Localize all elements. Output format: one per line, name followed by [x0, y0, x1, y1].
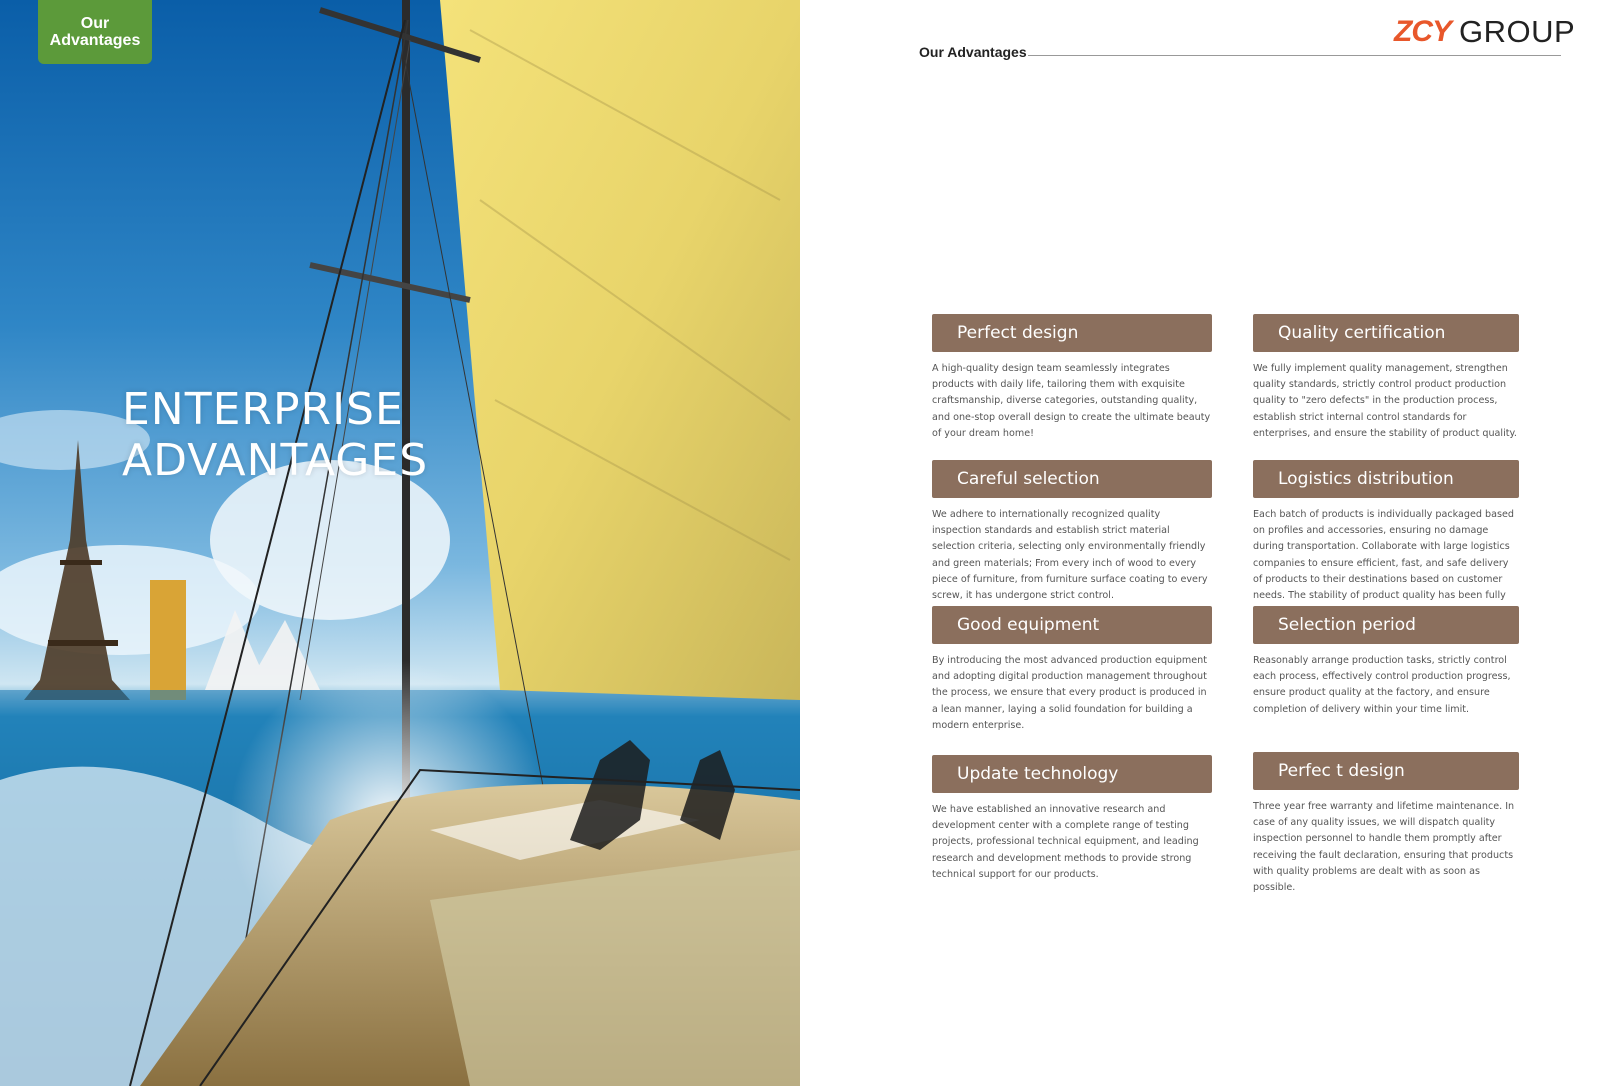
advantage-card [1253, 314, 1519, 442]
company-logo [1394, 14, 1575, 50]
hero-title: ENTERPRISE ADVANTAGES [122, 384, 429, 486]
advantage-title: Quality certification [1253, 314, 1519, 352]
advantage-text: A high-quality design team seamlessly integrates products with daily life, tailoring them with exquisite craftsmanship, diverse categories, outstanding quality, and one-stop overall design to create the ultimate beauty of your dream home! [932, 363, 1211, 439]
advantage-title: Perfec t design [1253, 752, 1519, 790]
advantage-title: Update technology [932, 755, 1212, 793]
advantage-text: By introducing the most advanced production equipment and adopting digital production management throughout the process, we ensure that every product is produced in a lean manner, laying a solid foundation for building a modern enterprise. [932, 655, 1207, 731]
advantage-text: Reasonably arrange production tasks, strictly control each process, effectively control production progress, ensure product quality at the factory, and ensure completion of delivery within your time limit. [1253, 655, 1511, 715]
section-tab-label: Our Advantages [49, 15, 141, 49]
advantage-card [932, 460, 1212, 604]
advantage-title: Selection period [1253, 606, 1519, 644]
advantage-title: Careful selection [932, 460, 1212, 498]
advantage-card [1253, 752, 1519, 896]
advantage-card [932, 314, 1212, 442]
advantage-title: Perfect design [932, 314, 1212, 352]
advantage-text: We fully implement quality management, strengthen quality standards, strictly control product production quality to "zero defects" in the production process, establish strict internal control standards for enterprises, and ensure the stability of product quality. [1253, 363, 1517, 439]
logo-wordmark: GROUP [1459, 14, 1576, 49]
advantage-card [1253, 460, 1519, 620]
section-label: Our Advantages [919, 44, 1027, 60]
advantage-title: Good equipment [932, 606, 1212, 644]
advantage-text: Each batch of products is individually packaged based on profiles and accessories, ensuring no damage during transportation. Collaborate with large logistics companies to ensure efficient, fast, and safe delivery of products to their destinations based on customer needs. The stability of product quality has been fully [1253, 509, 1514, 602]
advantage-text: Three year free warranty and lifetime maintenance. In case of any quality issues, we will dispatch quality inspection personnel to handle them promptly after receiving the fault declaration, ensuring that products with quality problems are dealt with as soon as possible. [1253, 801, 1515, 894]
advantage-card [1253, 606, 1519, 718]
advantage-text: We have established an innovative research and development center with a complete range of testing projects, professional technical equipment, and leading research and development methods to provide strong technical support for our products. [932, 804, 1199, 880]
advantage-text: We adhere to internationally recognized quality inspection standards and establish strict material selection criteria, selecting only environmentally friendly and green materials; From every inch of wood to every piece of furniture, from furniture surface coating to every screw, it has undergone strict control. [932, 509, 1208, 602]
advantage-title: Logistics distribution [1253, 460, 1519, 498]
logo-mark: ZCY [1394, 15, 1451, 48]
section-tab [38, 0, 152, 64]
advantage-card [932, 606, 1212, 734]
advantage-card [932, 755, 1212, 883]
header-divider [1028, 55, 1561, 56]
